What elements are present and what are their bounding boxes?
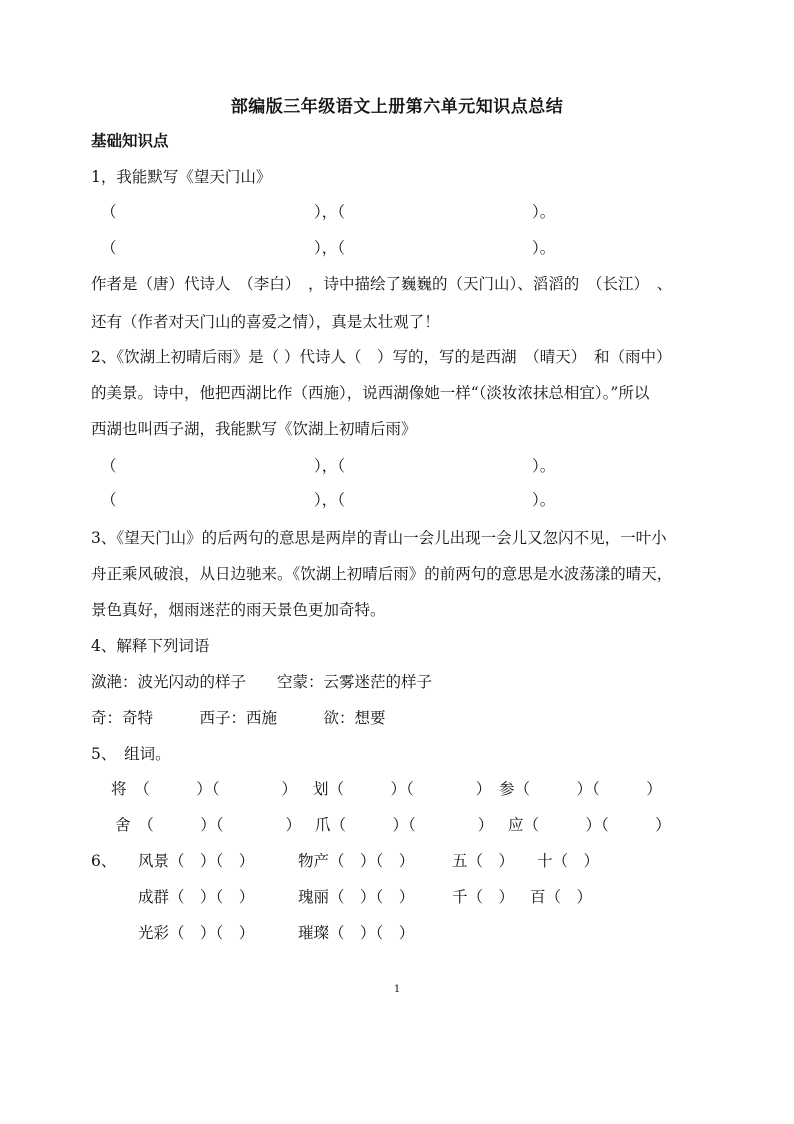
q6-row1-item-4: 十（ ） bbox=[537, 852, 600, 870]
q6-row1-item-1: 风景（ ）（ ） bbox=[138, 852, 255, 870]
q6-row3-item-2: 璀璨（ ）（ ） bbox=[298, 924, 415, 942]
q1-line-b: 还有（作者对天门山的喜爱之情），真是太壮观了！ bbox=[91, 313, 440, 331]
q2-blank-left-2: （ bbox=[101, 491, 117, 509]
page-title: 部编版三年级语文上册第六单元知识点总结 bbox=[230, 97, 564, 117]
q1-blank-mid-2: ），（ bbox=[314, 239, 346, 257]
q1-blank-mid-1: ），（ bbox=[314, 203, 346, 221]
q4-prompt: 4、解释下列词语 bbox=[91, 637, 210, 655]
q2-line-b: 的美景。诗中，他把西湖比作（西施），说西湖像她一样“（淡妆浓抹总相宜）。”所以 bbox=[91, 384, 650, 402]
q5-row2-item-1: 舍 （ ）（ ） bbox=[115, 816, 302, 834]
q1-blank-end-2: ）。 bbox=[532, 239, 556, 257]
q5-row1-item-2: 划（ ）（ ） bbox=[313, 780, 492, 798]
q6-row2-item-3: 千（ ） bbox=[452, 888, 515, 906]
q2-line-c: 西湖也叫西子湖，我能默写《饮湖上初晴后雨》 bbox=[91, 420, 417, 438]
q1-prompt: 1，我能默写《望天门山》 bbox=[91, 168, 272, 186]
q2-blank-mid-2: ），（ bbox=[314, 491, 346, 509]
q6-row1-item-3: 五（ ） bbox=[452, 852, 515, 870]
q1-blank-left-2: （ bbox=[101, 239, 117, 257]
q5-row1-item-1: 将 （ ）（ ） bbox=[111, 780, 298, 798]
q6-row2-item-4: 百（ ） bbox=[530, 888, 593, 906]
q3-line-c: 景色真好，烟雨迷茫的雨天景色更加奇特。 bbox=[91, 601, 386, 619]
q6-row1-item-2: 物产（ ）（ ） bbox=[298, 852, 415, 870]
q2-blank-end-2: ）。 bbox=[532, 491, 556, 509]
q2-blank-mid-1: ），（ bbox=[314, 457, 346, 475]
q2-blank-left-1: （ bbox=[101, 457, 117, 475]
q2-line-a: 2、《饮湖上初晴后雨》是（ ）代诗人（ ）写的，写的是西湖 （晴天） 和（雨中） bbox=[91, 348, 672, 366]
q5-row1-item-3: 参（ ）（ ） bbox=[499, 780, 662, 798]
q5-prompt: 5、 组词。 bbox=[91, 745, 171, 763]
q1-line-a: 作者是（唐）代诗人 （李白） ，诗中描绘了巍巍的（天门山）、滔滔的 （长江） 、 bbox=[91, 275, 673, 293]
q6-row2-item-2: 瑰丽（ ）（ ） bbox=[298, 888, 415, 906]
q5-row2-item-3: 应（ ）（ ） bbox=[508, 816, 671, 834]
q6-row3-item-1: 光彩（ ）（ ） bbox=[138, 924, 255, 942]
q3-line-a: 3、《望天门山》的后两句的意思是两岸的青山一会儿出现一会儿又忽闪不见，一叶小 bbox=[91, 529, 667, 547]
q5-row2-item-2: 爪（ ）（ ） bbox=[315, 816, 494, 834]
q2-blank-end-1: ）。 bbox=[532, 457, 556, 475]
q4-line-a: 潋滟：波光闪动的样子 空蒙：云雾迷茫的样子 bbox=[91, 673, 433, 691]
q6-label: 6、 bbox=[91, 852, 117, 870]
q1-blank-end-1: ）。 bbox=[532, 203, 556, 221]
q6-row2-item-1: 成群（ ）（ ） bbox=[138, 888, 255, 906]
q4-line-b: 奇：奇特 西子：西施 欲：想要 bbox=[91, 709, 386, 727]
q1-blank-left-1: （ bbox=[101, 203, 117, 221]
page-number: 1 bbox=[393, 984, 401, 995]
section-heading: 基础知识点 bbox=[91, 131, 169, 150]
q3-line-b: 舟正乘风破浪，从日边驰来。《饮湖上初晴后雨》的前两句的意思是水波荡漾的晴天， bbox=[91, 565, 673, 583]
